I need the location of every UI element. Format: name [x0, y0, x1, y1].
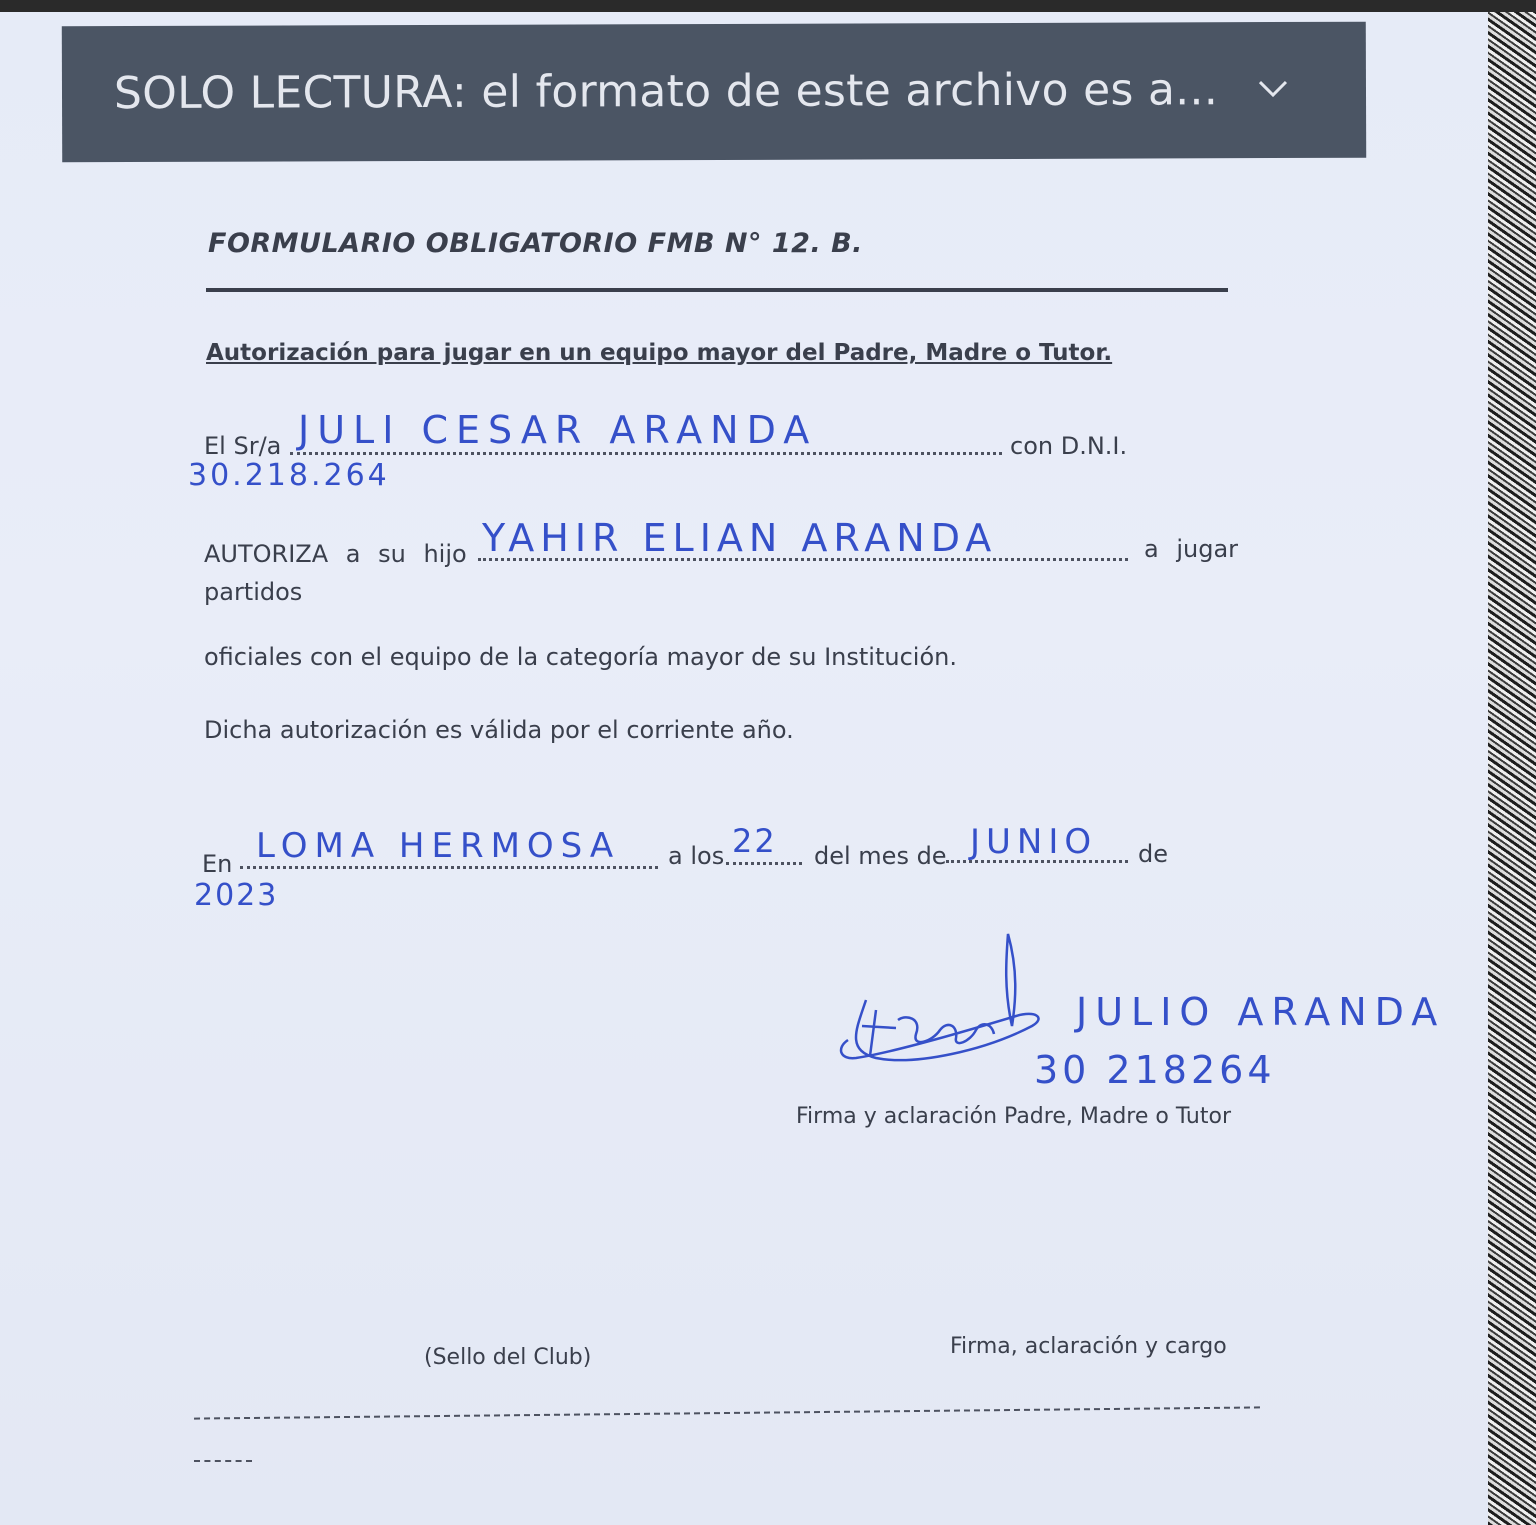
signer-dni-handwritten: 30 218264 [1034, 1048, 1276, 1092]
parent-name-line [290, 452, 1002, 455]
place-handwritten: LOMA HERMOSA [256, 826, 621, 866]
month-prefix-label: del mes de [814, 842, 947, 870]
month-handwritten: JUNIO [970, 822, 1098, 862]
form-subtitle: Autorización para jugar en un equipo mayor del Padre, Madre o Tutor. [206, 340, 1113, 366]
club-stamp-label: (Sello del Club) [424, 1345, 592, 1370]
place-prefix-label: En [202, 850, 233, 878]
read-only-message: SOLO LECTURA: el formato de este archivo es a... [113, 64, 1219, 120]
club-signature-line-cont [194, 1460, 252, 1462]
authorizes-label: AUTORIZA a su hijo [204, 540, 467, 568]
club-signature-line [194, 1406, 1260, 1419]
year-handwritten: 2023 [194, 878, 279, 913]
parent-name-handwritten: JULI CESAR ARANDA [298, 408, 818, 452]
day-handwritten: 22 [732, 822, 777, 860]
parent-dni-handwritten: 30.218.264 [188, 458, 390, 493]
place-line [240, 866, 658, 869]
parent-prefix-label: El Sr/a [204, 432, 282, 460]
signer-name-handwritten: JULIO ARANDA [1076, 990, 1446, 1034]
title-rule [206, 288, 1228, 292]
child-name-handwritten: YAHIR ELIAN ARANDA [482, 516, 998, 560]
year-prefix-label: de [1138, 840, 1168, 868]
to-play-label: a jugar [1144, 535, 1239, 563]
day-line [726, 862, 802, 865]
validity-text: Dicha autorización es válida por el corriente año. [204, 716, 794, 744]
day-prefix-label: a los [668, 842, 725, 870]
official-matches-text: oficiales con el equipo de la categoría mayor de su Institución. [204, 643, 957, 671]
matches-label: partidos [204, 578, 303, 606]
form-title: FORMULARIO OBLIGATORIO FMB N° 12. B. [208, 228, 863, 259]
dni-label: con D.N.I. [1010, 432, 1128, 460]
club-signature-label: Firma, aclaración y cargo [950, 1334, 1227, 1359]
parent-signature-label: Firma y aclaración Padre, Madre o Tutor [796, 1104, 1231, 1129]
parent-signature [836, 930, 1056, 1070]
